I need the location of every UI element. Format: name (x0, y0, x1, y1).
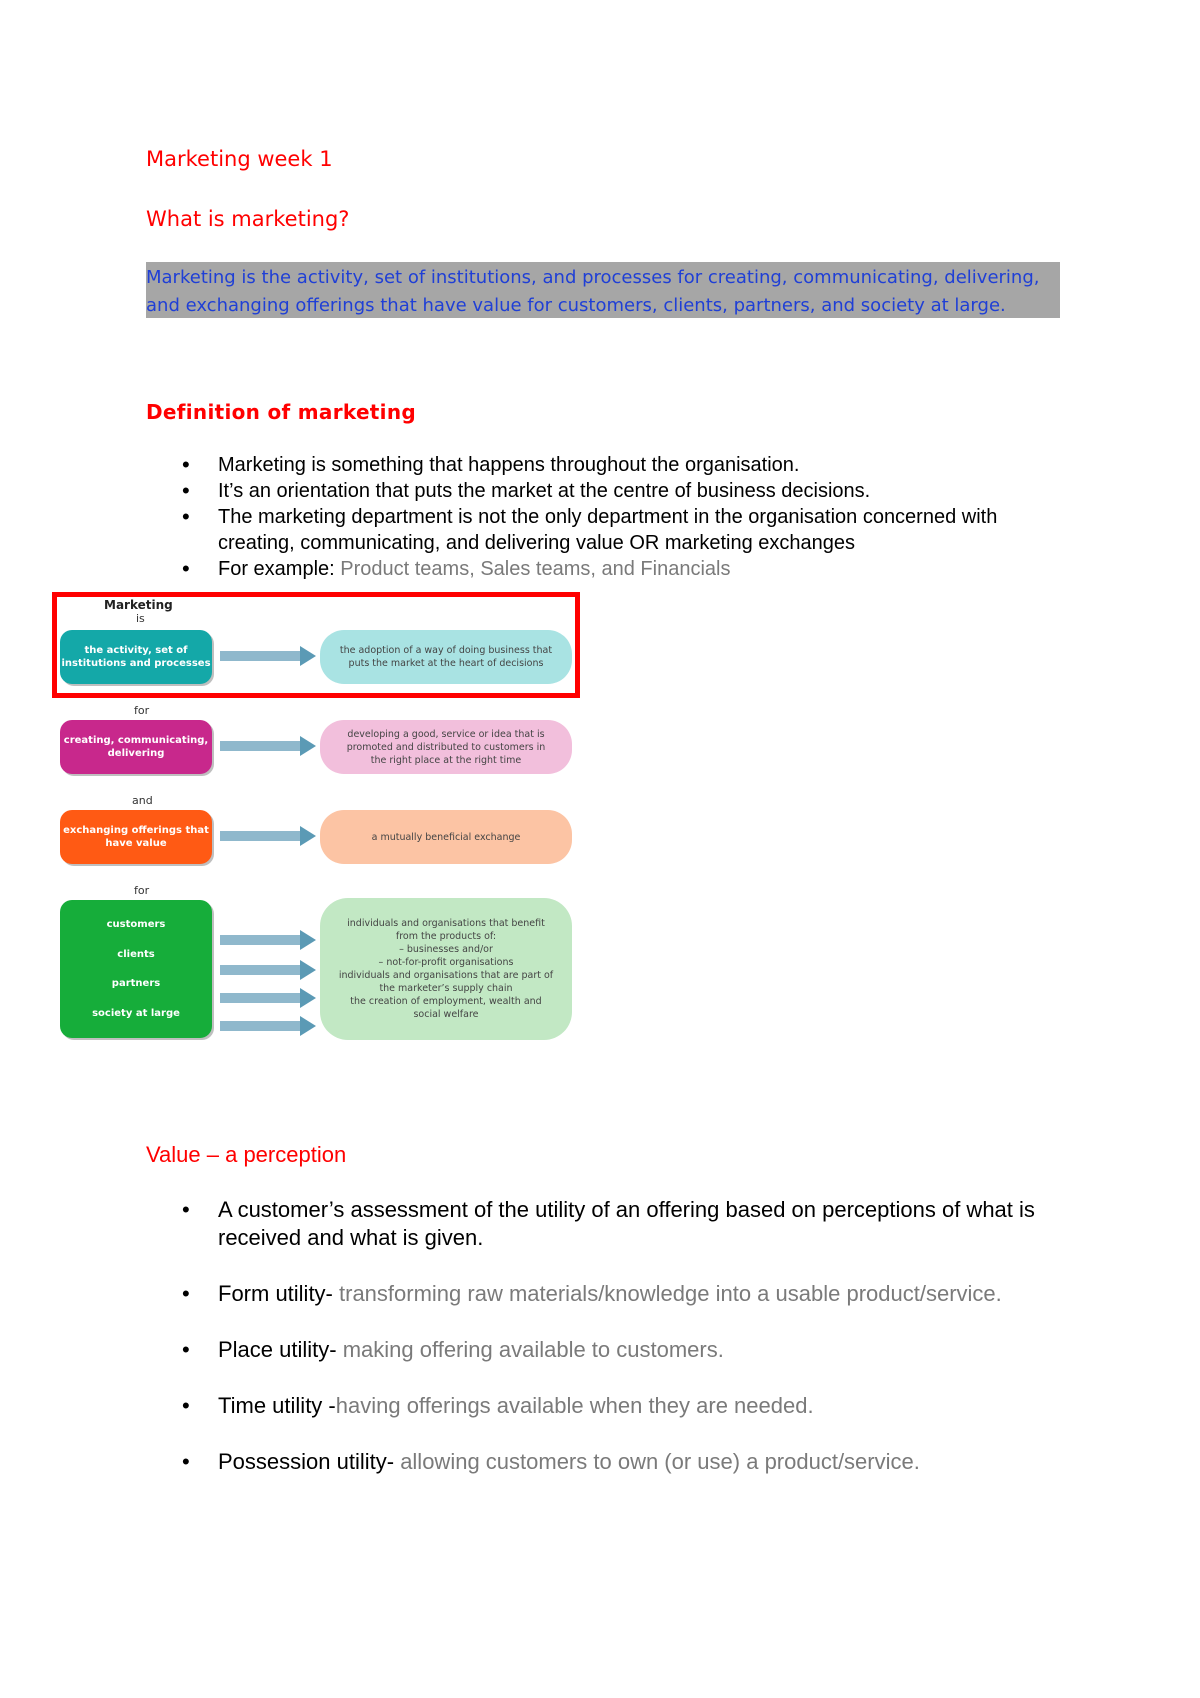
arrow-icon (220, 646, 316, 666)
value-bullet-list (146, 1196, 1066, 1504)
list-item: • Time utility -having offerings available when they are needed. (146, 1392, 1066, 1420)
diagram-connector-for: for (134, 704, 150, 717)
section-heading-value: Value – a perception (146, 1142, 347, 1167)
arrow-icon (220, 736, 316, 756)
diagram-is-label: is (136, 612, 145, 625)
arrow-icon (220, 930, 316, 950)
section-heading-definition: Definition of marketing (146, 400, 416, 424)
diagram-left-box-1: the activity, set of institutions and processes (60, 630, 212, 684)
list-item: • Possession utility- allowing customers to own (or use) a product/service. (146, 1448, 1066, 1476)
definition-bullet-list (146, 452, 1066, 582)
diagram-right-box-3: a mutually beneficial exchange (320, 810, 572, 864)
diagram-left-box-2: creating, communicating, delivering (60, 720, 212, 774)
list-item: • Place utility- making offering available to customers. (146, 1336, 1066, 1364)
document-title: Marketing week 1 (146, 147, 333, 171)
arrow-icon (220, 1016, 316, 1036)
diagram-left-box-4: customers clients partners society at large (60, 900, 212, 1038)
list-item: • For example: Product teams, Sales teams, and Financials (146, 556, 1066, 582)
list-item: • Form utility- transforming raw materials/knowledge into a usable product/service. (146, 1280, 1066, 1308)
marketing-definition-diagram (52, 592, 592, 1052)
definition-highlight-text: Marketing is the activity, set of institutions, and processes for creating, communicating, delivering, and exchanging offerings that have value for customers, clients, partners, and society at large. (146, 267, 1040, 316)
arrow-icon (220, 988, 316, 1008)
list-item: • A customer’s assessment of the utility of an offering based on perceptions of what is received and what is given. (146, 1196, 1066, 1252)
diagram-right-box-1: the adoption of a way of doing business that puts the market at the heart of decisions (320, 630, 572, 684)
diagram-right-box-2: developing a good, service or idea that is promoted and distributed to customers in the right place at the right time (320, 720, 572, 774)
arrow-icon (220, 826, 316, 846)
list-item: • Marketing is something that happens throughout the organisation. (146, 452, 1066, 478)
diagram-left-box-3: exchanging offerings that have value (60, 810, 212, 864)
diagram-right-box-4: individuals and organisations that benefit from the products of: – businesses and/or – not-for-profit organisations individuals and organisations that are part of the marketer’s supply chain the creation of employment, wealth and social welfare (320, 898, 572, 1040)
list-item: • It’s an orientation that puts the market at the centre of business decisions. (146, 478, 1066, 504)
diagram-connector-for-2: for (134, 884, 150, 897)
arrow-icon (220, 960, 316, 980)
document-subtitle: What is marketing? (146, 207, 350, 231)
diagram-top-label: Marketing (104, 598, 173, 612)
diagram-connector-and: and (132, 794, 153, 807)
list-item: • The marketing department is not the only department in the organisation concerned with creating, communicating, and delivering value OR marketing exchanges (146, 504, 1066, 556)
